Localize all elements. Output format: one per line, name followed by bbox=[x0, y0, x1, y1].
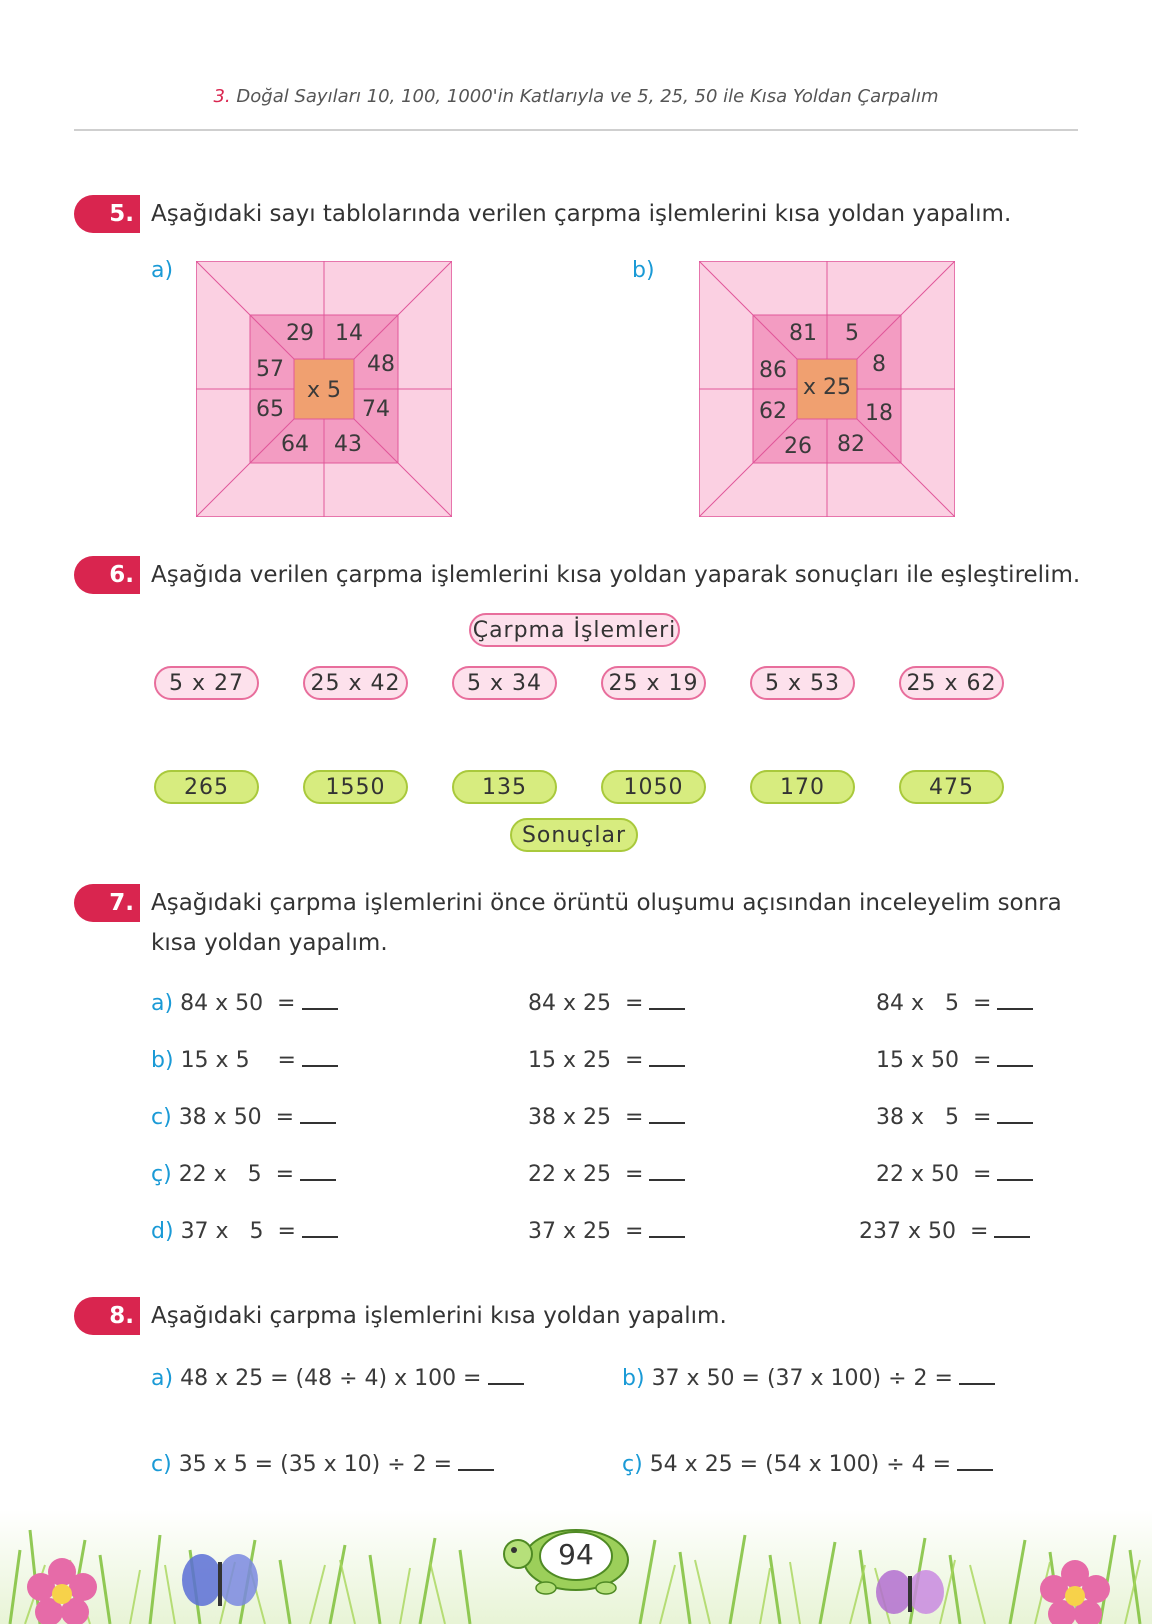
q5b-value: 26 bbox=[784, 434, 812, 459]
q7-expression: 15 x 25 = bbox=[528, 1048, 644, 1073]
q7-row-c-cedilla-col3 bbox=[876, 1159, 1033, 1187]
q5a-label: a) bbox=[151, 258, 174, 283]
question-5-text: Aşağıdaki sayı tablolarında verilen çarpma işlemlerini kısa yoldan yapalım. bbox=[151, 201, 1012, 227]
answer-blank[interactable] bbox=[994, 1216, 1030, 1238]
q7-row-b-col1 bbox=[151, 1045, 338, 1073]
q7-expression: 22 x 5 = bbox=[178, 1162, 295, 1187]
chapter-title: Doğal Sayıları 10, 100, 1000'in Katlarıyla ve 5, 25, 50 ile Kısa Yoldan Çarpalım bbox=[236, 86, 939, 107]
q5b-number-table bbox=[699, 261, 955, 521]
q7-expression: 15 x 50 = bbox=[876, 1048, 992, 1073]
q5b-label: b) bbox=[632, 258, 655, 283]
chapter-number: 3. bbox=[213, 86, 231, 107]
operations-title: Çarpma İşlemleri bbox=[469, 613, 680, 647]
q7-row-b-col2 bbox=[528, 1045, 685, 1073]
q5a-value: 64 bbox=[281, 432, 309, 457]
answer-blank[interactable] bbox=[488, 1363, 524, 1385]
answer-blank[interactable] bbox=[997, 1159, 1033, 1181]
operation-pill[interactable]: 5 x 34 bbox=[452, 666, 557, 700]
q7-row-c-cedilla-col2 bbox=[528, 1159, 685, 1187]
q8-expression: 54 x 25 = (54 x 100) ÷ 4 = bbox=[649, 1452, 952, 1477]
q5b-value: 62 bbox=[759, 399, 787, 424]
operation-pill[interactable]: 25 x 42 bbox=[303, 666, 408, 700]
q5b-value: 5 bbox=[845, 321, 859, 346]
q8-item-label: ç) bbox=[622, 1452, 643, 1477]
answer-blank[interactable] bbox=[957, 1449, 993, 1471]
decorative-footer bbox=[0, 1510, 1152, 1624]
answer-blank[interactable] bbox=[959, 1363, 995, 1385]
question-5-badge bbox=[74, 195, 140, 233]
q8-expression: 35 x 5 = (35 x 10) ÷ 2 = bbox=[178, 1452, 453, 1477]
answer-blank[interactable] bbox=[302, 988, 338, 1010]
answer-blank[interactable] bbox=[997, 1045, 1033, 1067]
q7-expression: 38 x 50 = bbox=[178, 1105, 295, 1130]
q7-row-c-col3 bbox=[876, 1102, 1033, 1130]
answer-blank[interactable] bbox=[997, 988, 1033, 1010]
q7-expression: 22 x 25 = bbox=[528, 1162, 644, 1187]
question-6-badge bbox=[74, 556, 140, 594]
operation-pill[interactable]: 5 x 27 bbox=[154, 666, 259, 700]
q7-expression: 237 x 50 = bbox=[859, 1219, 989, 1244]
q8-expression: 37 x 50 = (37 x 100) ÷ 2 = bbox=[651, 1366, 953, 1391]
header-divider bbox=[74, 129, 1078, 131]
result-pill[interactable]: 1050 bbox=[601, 770, 706, 804]
q7-row-d-col2 bbox=[528, 1216, 685, 1244]
answer-blank[interactable] bbox=[300, 1159, 336, 1181]
q8-expression: 48 x 25 = (48 ÷ 4) x 100 = bbox=[180, 1366, 482, 1391]
q7-row-label: c) bbox=[151, 1105, 172, 1130]
question-7-text-line1: Aşağıdaki çarpma işlemlerini önce örüntü oluşumu açısından inceleyelim sonra bbox=[151, 890, 1062, 916]
q7-row-label: b) bbox=[151, 1048, 174, 1073]
operation-pill[interactable]: 25 x 62 bbox=[899, 666, 1004, 700]
q7-expression: 84 x 5 = bbox=[876, 991, 992, 1016]
question-8-text: Aşağıdaki çarpma işlemlerini kısa yoldan yapalım. bbox=[151, 1303, 727, 1329]
answer-blank[interactable] bbox=[649, 1159, 685, 1181]
q7-expression: 84 x 50 = bbox=[180, 991, 296, 1016]
answer-blank[interactable] bbox=[649, 1216, 685, 1238]
question-7-badge bbox=[74, 884, 140, 922]
q5a-value: 43 bbox=[334, 432, 362, 457]
answer-blank[interactable] bbox=[649, 1045, 685, 1067]
q5a-value: 65 bbox=[256, 397, 284, 422]
answer-blank[interactable] bbox=[649, 988, 685, 1010]
q7-expression: 22 x 50 = bbox=[876, 1162, 992, 1187]
q5a-number-table bbox=[196, 261, 452, 521]
question-8-badge bbox=[74, 1297, 140, 1335]
q5a-value: 14 bbox=[335, 321, 363, 346]
question-6-number: 6. bbox=[109, 562, 134, 588]
q7-expression: 37 x 25 = bbox=[528, 1219, 644, 1244]
q8-item-c-cedilla bbox=[622, 1449, 993, 1477]
answer-blank[interactable] bbox=[997, 1102, 1033, 1124]
q7-row-c-col2 bbox=[528, 1102, 685, 1130]
q7-expression: 15 x 5 = bbox=[180, 1048, 296, 1073]
question-6-text: Aşağıda verilen çarpma işlemlerini kısa yoldan yaparak sonuçları ile eşleştirelim. bbox=[151, 562, 1081, 588]
q5b-multiplier: x 25 bbox=[802, 375, 852, 400]
q7-row-a-col3 bbox=[876, 988, 1033, 1016]
q8-item-label: b) bbox=[622, 1366, 645, 1391]
chapter-header bbox=[0, 86, 1152, 107]
results-title: Sonuçlar bbox=[510, 818, 638, 852]
q7-row-a-col2 bbox=[528, 988, 685, 1016]
result-pill[interactable]: 475 bbox=[899, 770, 1004, 804]
q7-expression: 38 x 25 = bbox=[528, 1105, 644, 1130]
q7-row-d-col3 bbox=[859, 1216, 1030, 1244]
q5a-value: 74 bbox=[362, 397, 390, 422]
q8-item-c bbox=[151, 1449, 494, 1477]
result-pill[interactable]: 170 bbox=[750, 770, 855, 804]
q7-row-b-col3 bbox=[876, 1045, 1033, 1073]
q8-item-label: a) bbox=[151, 1366, 174, 1391]
result-pill[interactable]: 265 bbox=[154, 770, 259, 804]
q8-item-a bbox=[151, 1363, 524, 1391]
page-number: 94 bbox=[558, 1538, 594, 1571]
butterfly-icon bbox=[876, 1570, 944, 1614]
answer-blank[interactable] bbox=[300, 1102, 336, 1124]
q7-row-label: a) bbox=[151, 991, 174, 1016]
q8-item-label: c) bbox=[151, 1452, 172, 1477]
q5a-value: 57 bbox=[256, 357, 284, 382]
q5a-value: 29 bbox=[286, 321, 314, 346]
q7-expression: 38 x 5 = bbox=[876, 1105, 992, 1130]
q7-row-label: ç) bbox=[151, 1162, 172, 1187]
q7-row-a-col1 bbox=[151, 988, 338, 1016]
answer-blank[interactable] bbox=[649, 1102, 685, 1124]
q8-item-b bbox=[622, 1363, 995, 1391]
q5a-value: 48 bbox=[367, 352, 395, 377]
q7-expression: 37 x 5 = bbox=[180, 1219, 296, 1244]
question-8-number: 8. bbox=[109, 1303, 134, 1329]
operation-pill[interactable]: 5 x 53 bbox=[750, 666, 855, 700]
q5b-value: 81 bbox=[789, 321, 817, 346]
answer-blank[interactable] bbox=[458, 1449, 494, 1471]
q5a-multiplier: x 5 bbox=[306, 378, 342, 403]
q7-expression: 84 x 25 = bbox=[528, 991, 644, 1016]
answer-blank[interactable] bbox=[302, 1216, 338, 1238]
operation-pill[interactable]: 25 x 19 bbox=[601, 666, 706, 700]
q7-row-d-col1 bbox=[151, 1216, 338, 1244]
q5b-value: 18 bbox=[865, 401, 893, 426]
question-7-number: 7. bbox=[109, 890, 134, 916]
result-pill[interactable]: 1550 bbox=[303, 770, 408, 804]
result-pill[interactable]: 135 bbox=[452, 770, 557, 804]
answer-blank[interactable] bbox=[302, 1045, 338, 1067]
q5b-value: 82 bbox=[837, 432, 865, 457]
q7-row-c-cedilla-col1 bbox=[151, 1159, 336, 1187]
question-7-text-line2: kısa yoldan yapalım. bbox=[151, 930, 388, 956]
q5b-value: 8 bbox=[872, 352, 886, 377]
q7-row-label: d) bbox=[151, 1219, 174, 1244]
question-5-number: 5. bbox=[109, 201, 134, 227]
q7-row-c-col1 bbox=[151, 1102, 336, 1130]
q5b-value: 86 bbox=[759, 358, 787, 383]
